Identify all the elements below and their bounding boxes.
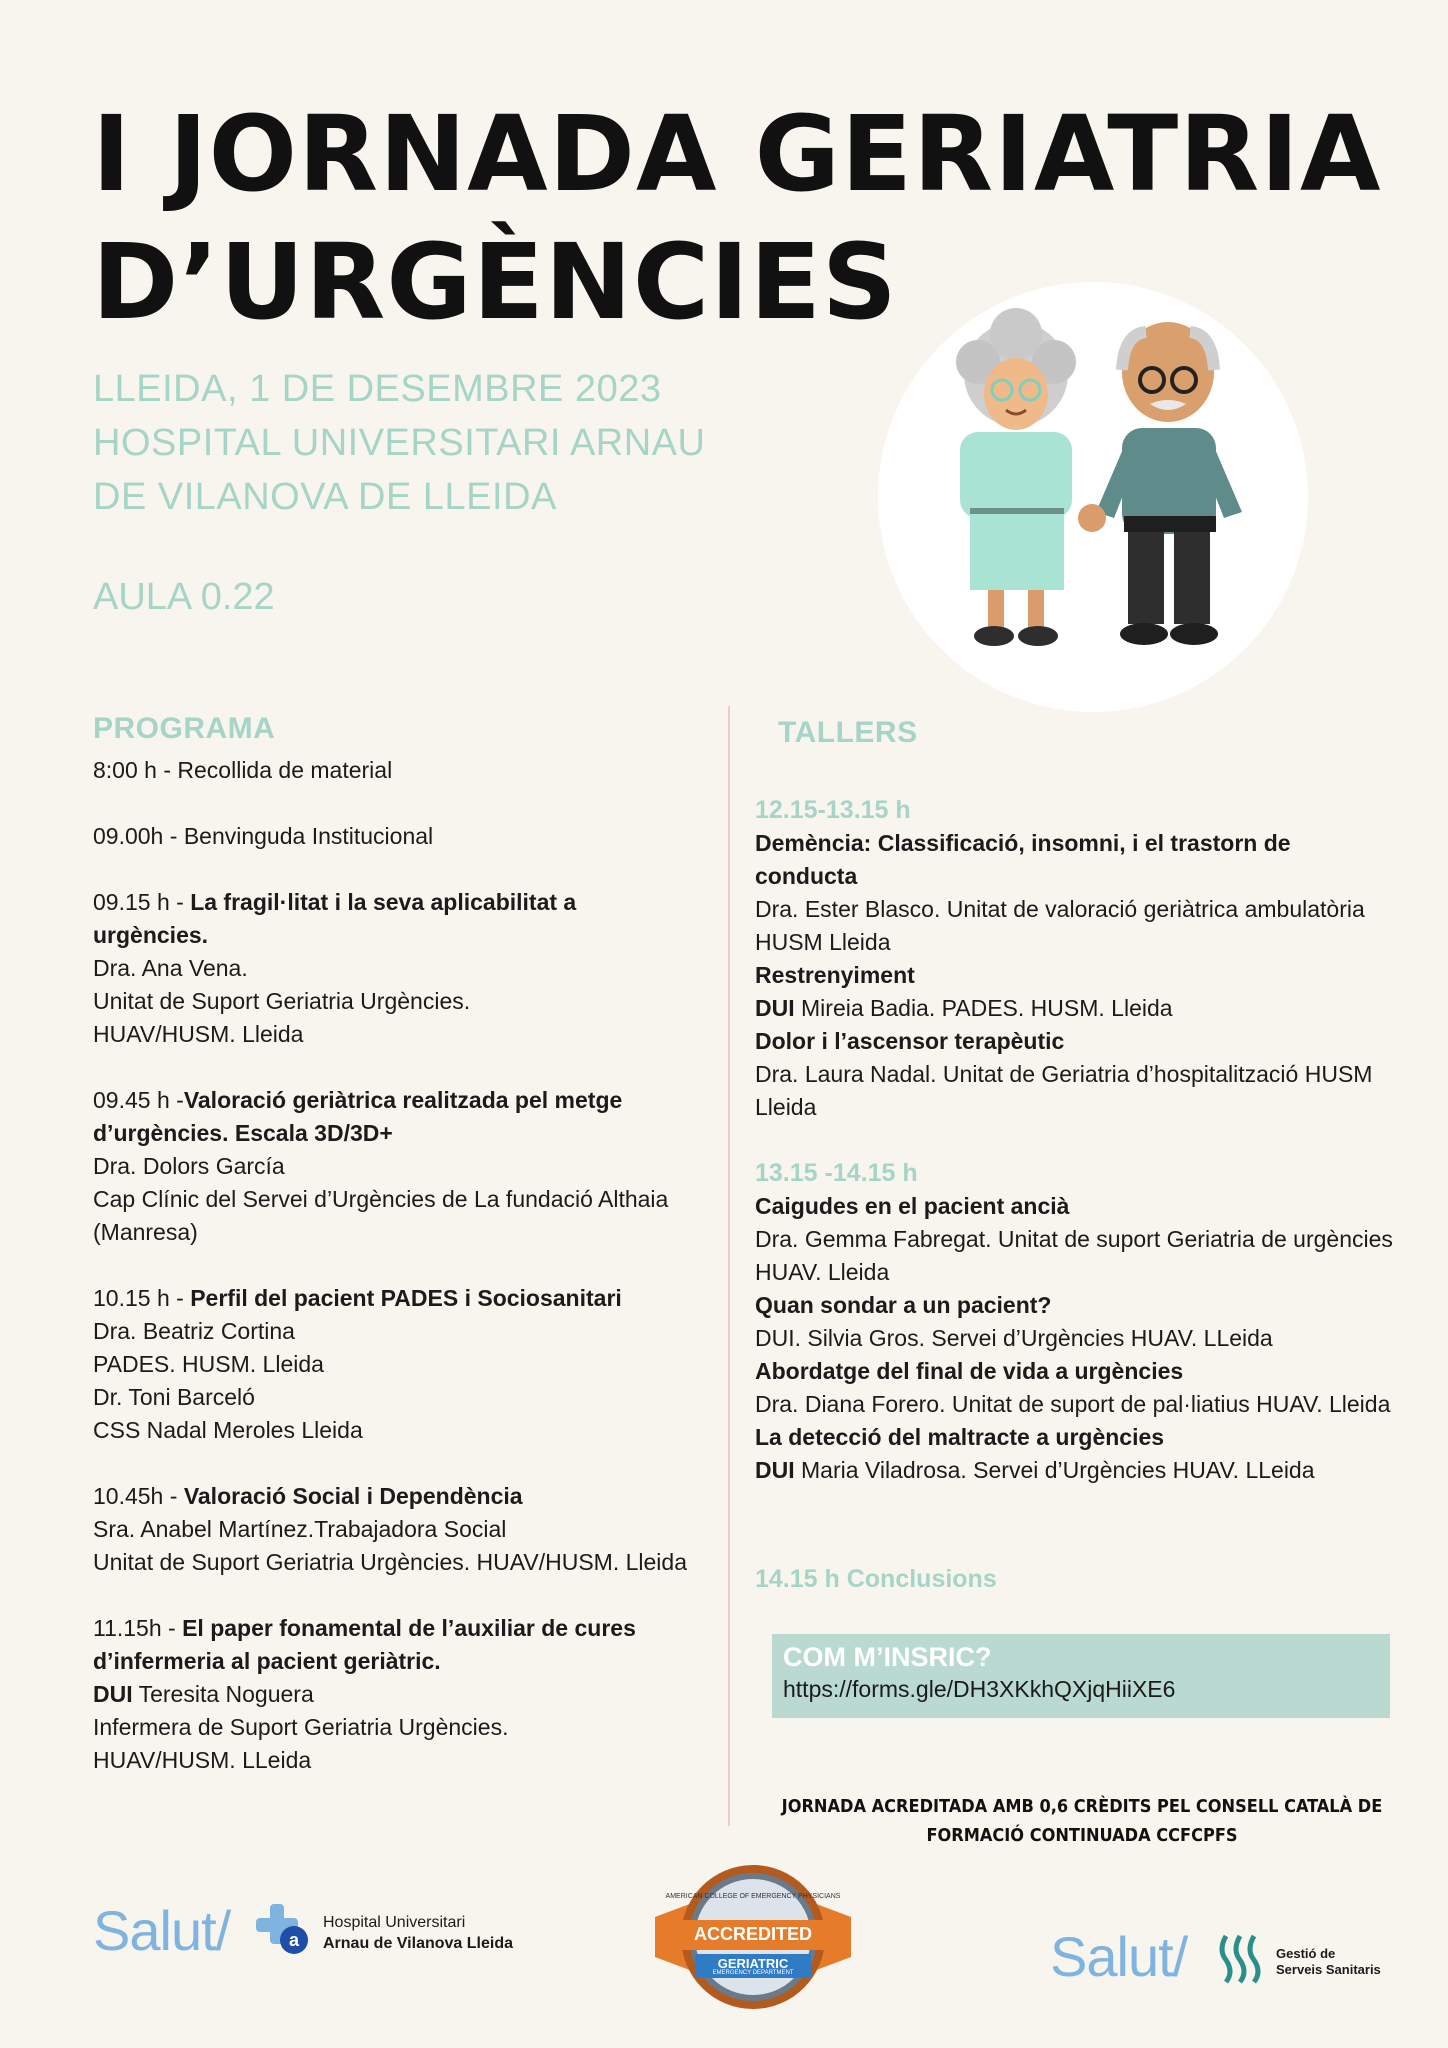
event-room: AULA 0.22 xyxy=(93,576,275,618)
programa-item-6: 10.45h - Valoració Social i Dependència Sra. Anabel Martínez.Trabajadora Social Unitat de Suport Geriatria Urgències. HUAV/HUSM. Lleida xyxy=(93,1483,687,1575)
programa-item-7: 11.15h - El paper fonamental de l’auxiliar de cures d’infermeria al pacient geriàtric. DUI Teresita Noguera Infermera de Suport Geriatria Urgències. HUAV/HUSM. LLeida xyxy=(93,1615,636,1773)
programa-list xyxy=(93,754,693,1777)
programa-item-5: 10.15 h - Perfil del pacient PADES i Sociosanitari Dra. Beatriz Cortina PADES. HUSM. Lleida Dr. Toni Barceló CSS Nadal Meroles Lleida xyxy=(93,1285,622,1443)
tallers-heading: TALLERS xyxy=(778,716,918,749)
programa-item-1: 8:00 h - Recollida de material xyxy=(93,757,393,783)
programa-item-2: 09.00h - Benvinguda Institucional xyxy=(93,823,434,849)
tallers-block-2: 13.15 -14.15 h Caigudes en el pacient ancià Dra. Gemma Fabregat. Unitat de suport Geriatria de urgències HUAV. Lleida Quan sondar a un pacient? DUI. Silvia Gros. Servei d’Urgències HUAV. LLeida Abordatge del final de vida a urgències Dra. Diana Forero. Unitat de suport de pal·liatius HUAV. Lleida La detecció del maltracte a urgències DUI Maria Viladrosa. Servei d’Urgències HUAV. LLeida xyxy=(755,1159,1393,1483)
tallers-list xyxy=(755,794,1395,1487)
event-venue-line-1: HOSPITAL UNIVERSITARI ARNAU xyxy=(93,422,706,464)
huav-name: Hospital Universitari Arnau de Vilanova Lleida xyxy=(323,1914,513,1952)
gss-waves-icon xyxy=(1218,1930,1274,1986)
elderly-couple-icon xyxy=(878,282,1308,712)
elderly-couple-illustration xyxy=(878,282,1308,712)
column-divider xyxy=(728,706,730,1826)
registration-title: COM M’INSRIC? xyxy=(783,1642,992,1672)
tallers-block-1: 12.15-13.15 h Demència: Classificació, insomni, i el trastorn de conducta Dra. Ester Blasco. Unitat de valoració geriàtrica ambulatòria HUSM Lleida Restrenyiment DUI Mireia Badia. PADES. HUSM. Lleida Dolor i l’ascensor terapèutic Dra. Laura Nadal. Unitat de Geriatria d’hospitalització HUSM Lleida xyxy=(755,796,1373,1120)
event-venue-line-2: DE VILANOVA DE LLEIDA xyxy=(93,476,557,518)
salut-wordmark-left: Salut/ xyxy=(93,1899,231,1962)
registration-link[interactable]: https://forms.gle/DH3XKkhQXjqHiiXE6 xyxy=(783,1676,1176,1702)
programa-item-4: 09.45 h -Valoració geriàtrica realitzada pel metge d’urgències. Escala 3D/3D+ Dra. Dolors García Cap Clínic del Servei d’Urgències de La fundació Althaia (Manresa) xyxy=(93,1087,669,1245)
programa-heading: PROGRAMA xyxy=(93,712,276,745)
title-line-2: D’URGÈNCIES xyxy=(92,221,898,343)
event-date: LLEIDA, 1 DE DESEMBRE 2023 xyxy=(93,368,662,410)
accreditation-note: JORNADA ACREDITADA AMB 0,6 CRÈDITS PEL CONSELL CATALÀ DE FORMACIÓ CONTINUADA CCFCPFS xyxy=(781,1796,1383,1846)
plus-a-icon xyxy=(256,1902,312,1958)
salut-wordmark-right: Salut/ xyxy=(1050,1925,1188,1988)
accreditation-badge: AMERICAN COLLEGE OF EMERGENCY PHYSICIANS ACCREDITED GERIATRIC EMERGENCY DEPARTMENT xyxy=(655,1862,851,2012)
event-location xyxy=(93,362,705,524)
gss-name: Gestió de Serveis Sanitaris xyxy=(1276,1946,1381,1977)
registration-box xyxy=(772,1634,1390,1718)
title-line-1: I JORNADA GERIATRIA xyxy=(92,93,1382,215)
conclusions-label: 14.15 h Conclusions xyxy=(755,1565,997,1593)
svg-text:a: a xyxy=(288,1930,300,1950)
programa-item-3: 09.15 h - La fragil·litat i la seva aplicabilitat a urgències. Dra. Ana Vena. Unitat de Suport Geriatria Urgències. HUAV/HUSM. Lleida xyxy=(93,889,577,1047)
